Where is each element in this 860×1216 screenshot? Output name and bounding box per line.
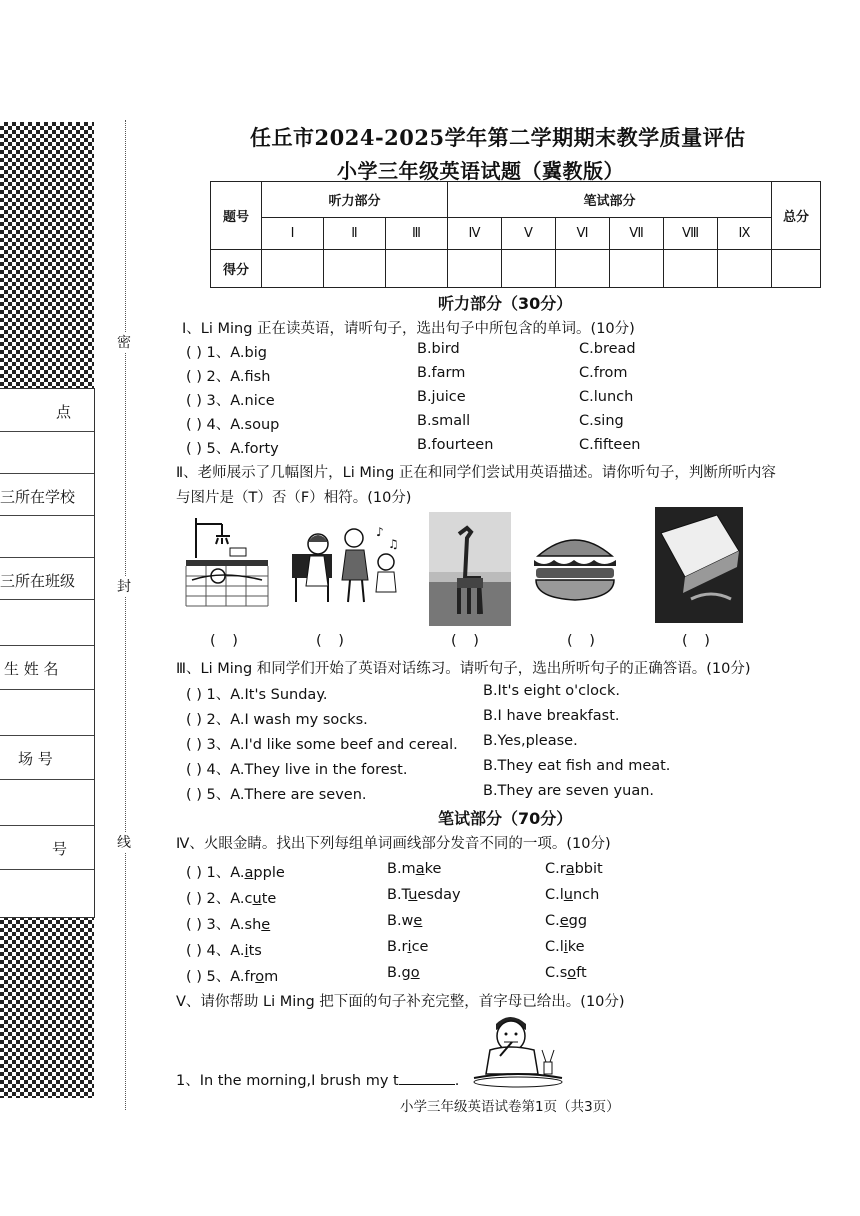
underlined-letters: a bbox=[415, 861, 425, 877]
part4-q1-b bbox=[387, 861, 441, 877]
part4-q3-b bbox=[387, 913, 422, 929]
part4-q5-b bbox=[387, 965, 420, 981]
score-cell[interactable] bbox=[386, 250, 448, 288]
info-row-number[interactable] bbox=[0, 825, 94, 868]
underlined-letters: e bbox=[559, 913, 569, 929]
part4-instruction: Ⅳ、火眼金睛。找出下列每组单词画线部分发音不同的一项。(10分) bbox=[176, 836, 611, 852]
word-part: pple bbox=[253, 865, 285, 881]
part2-answer-3[interactable]: ( ) bbox=[451, 633, 485, 649]
col-9: Ⅸ bbox=[718, 218, 772, 250]
part2-instruction-line2: 与图片是（T）否（F）相符。(10分) bbox=[176, 490, 412, 506]
part4-q3-a[interactable] bbox=[186, 913, 270, 934]
giraffe-picture bbox=[429, 512, 511, 626]
score-cell[interactable] bbox=[610, 250, 664, 288]
part2-answer-2[interactable]: ( ) bbox=[316, 633, 350, 649]
label-total: 总分 bbox=[772, 182, 821, 250]
answer-blank[interactable] bbox=[399, 1070, 455, 1085]
info-row-kaodian[interactable] bbox=[0, 389, 94, 431]
info-row-blank[interactable] bbox=[0, 869, 94, 912]
part3-instruction: Ⅲ、Li Ming 和同学们开始了英语对话练习。请听句子，选出所听句子的正确答语。(10分) bbox=[176, 661, 751, 677]
group-listening: 听力部分 bbox=[262, 182, 448, 218]
part3-q2-b: B.I have breakfast. bbox=[483, 708, 620, 724]
word-part: ts bbox=[248, 943, 262, 959]
part2-instruction-line1: Ⅱ、老师展示了几幅图片，Li Ming 正在和同学们尝试用英语描述。请你听句子，判断所听内容 bbox=[176, 465, 776, 481]
word-part: C.l bbox=[545, 939, 564, 955]
col-2: Ⅱ bbox=[324, 218, 386, 250]
part4-q4-a[interactable] bbox=[186, 939, 262, 960]
underlined-letters: i bbox=[407, 939, 412, 955]
col-1: Ⅰ bbox=[262, 218, 324, 250]
binding-pattern-bottom bbox=[0, 916, 94, 1098]
part1-q5-c: C.fifteen bbox=[579, 437, 641, 453]
word-part: C.s bbox=[545, 965, 568, 981]
info-label: 三所在学校 bbox=[0, 488, 76, 506]
part1-q3-c: C.lunch bbox=[579, 389, 634, 405]
word-part: B.g bbox=[387, 965, 411, 981]
svg-text:♪: ♪ bbox=[376, 525, 384, 539]
part1-q1-b: B.bird bbox=[417, 341, 460, 357]
score-cell[interactable] bbox=[324, 250, 386, 288]
part4-q2-a[interactable] bbox=[186, 887, 276, 908]
part3-q5-b: B.They are seven yuan. bbox=[483, 783, 655, 799]
info-row-blank[interactable] bbox=[0, 515, 94, 558]
sentence-text: 1、In the morning,I brush my t bbox=[176, 1073, 399, 1089]
col-5: Ⅴ bbox=[502, 218, 556, 250]
score-cell[interactable] bbox=[718, 250, 772, 288]
word-part: c bbox=[244, 891, 253, 907]
part3-q3-b: B.Yes,please. bbox=[483, 733, 578, 749]
part1-q1-c: C.bread bbox=[579, 341, 636, 357]
word-part: sh bbox=[244, 917, 262, 933]
part1-q4-c: C.sing bbox=[579, 413, 624, 429]
listening-header: 听力部分（30分） bbox=[438, 294, 573, 313]
info-row-blank[interactable] bbox=[0, 689, 94, 732]
exam-subtitle: 小学三年级英语试题（冀教版） bbox=[337, 159, 624, 183]
word-part: esday bbox=[417, 887, 461, 903]
underlined-letters: a bbox=[565, 861, 575, 877]
underlined-letters: a bbox=[244, 865, 254, 881]
part3-q3-a[interactable]: ( ) 3、A.I'd like some beef and cereal. bbox=[186, 737, 458, 753]
score-cell[interactable] bbox=[556, 250, 610, 288]
part4-q4-b bbox=[387, 939, 428, 955]
underlined-letters: u bbox=[408, 887, 418, 903]
word-part: B.w bbox=[387, 913, 414, 929]
word-part: ce bbox=[411, 939, 429, 955]
col-8: Ⅷ bbox=[664, 218, 718, 250]
info-row-name[interactable] bbox=[0, 645, 94, 688]
exam-title: 任丘市2024-2025学年第二学期期末教学质量评估 bbox=[250, 125, 746, 150]
info-label: 号 bbox=[52, 840, 68, 858]
label-defen: 得分 bbox=[211, 250, 262, 288]
seal-char-feng: 封 bbox=[117, 576, 131, 596]
word-part: B.T bbox=[387, 887, 409, 903]
part3-q4-b: B.They eat fish and meat. bbox=[483, 758, 671, 774]
info-row-school[interactable] bbox=[0, 473, 94, 516]
part4-q1-a[interactable] bbox=[186, 861, 285, 882]
part3-q2-a[interactable]: ( ) 2、A.I wash my socks. bbox=[186, 712, 368, 728]
part3-q1-a[interactable]: ( ) 1、A.It's Sunday. bbox=[186, 687, 328, 703]
part1-instruction: Ⅰ、Li Ming 正在读英语，请听句子，选出句子中所包含的单词。(10分) bbox=[182, 321, 635, 337]
underlined-letters: o bbox=[567, 965, 577, 981]
word-part: C. bbox=[545, 913, 560, 929]
underlined-letters: e bbox=[261, 917, 271, 933]
info-label: 生 姓 名 bbox=[4, 660, 59, 678]
score-cell[interactable] bbox=[262, 250, 324, 288]
score-cell[interactable] bbox=[448, 250, 502, 288]
part4-q4-c bbox=[545, 939, 585, 955]
info-row-class[interactable] bbox=[0, 557, 94, 600]
part3-q5-a[interactable]: ( ) 5、A.There are seven. bbox=[186, 787, 367, 803]
boy-brushing-teeth-picture bbox=[470, 1010, 566, 1088]
svg-text:♫: ♫ bbox=[388, 537, 399, 551]
part3-q1-b: B.It's eight o'clock. bbox=[483, 683, 621, 699]
sentence-period: . bbox=[454, 1073, 460, 1089]
word-part: m bbox=[264, 969, 279, 985]
part1-q3-a[interactable]: ( ) 3、A.nice bbox=[186, 393, 275, 409]
sandwich-picture bbox=[655, 507, 743, 623]
part4-q2-c bbox=[545, 887, 599, 903]
word-part: gg bbox=[568, 913, 588, 929]
underlined-letters: e bbox=[413, 913, 423, 929]
seal-line bbox=[125, 120, 126, 1110]
underlined-letters: i bbox=[563, 939, 568, 955]
part5-sentence-1[interactable] bbox=[176, 1069, 459, 1090]
word-part: C.l bbox=[545, 887, 564, 903]
underlined-letters: i bbox=[244, 943, 249, 959]
underlined-letters: o bbox=[255, 969, 265, 985]
info-row-room[interactable] bbox=[0, 735, 94, 778]
word-part: ke bbox=[567, 939, 585, 955]
word-part: ke bbox=[424, 861, 442, 877]
word-part: C.r bbox=[545, 861, 566, 877]
part2-answer-1[interactable]: ( ) bbox=[210, 633, 244, 649]
underlined-letters: o bbox=[410, 965, 420, 981]
word-part: te bbox=[261, 891, 277, 907]
info-label: 场 号 bbox=[18, 750, 53, 768]
info-row-blank[interactable] bbox=[0, 779, 94, 822]
writing-header: 笔试部分（70分） bbox=[438, 809, 573, 828]
q-num: ( ) 3、A. bbox=[186, 917, 245, 933]
info-row-blank[interactable] bbox=[0, 599, 94, 642]
score-cell[interactable] bbox=[502, 250, 556, 288]
label-tihao: 题号 bbox=[211, 182, 262, 250]
part4-q3-c bbox=[545, 913, 587, 929]
binding-pattern-top bbox=[0, 122, 94, 388]
info-label: 点 bbox=[56, 403, 72, 421]
col-3: Ⅲ bbox=[386, 218, 448, 250]
score-table bbox=[210, 181, 821, 288]
hamburger-picture bbox=[530, 528, 620, 606]
page-footer: 小学三年级英语试卷第1页（共3页） bbox=[400, 1099, 620, 1115]
part3-q4-a[interactable]: ( ) 4、A.They live in the forest. bbox=[186, 762, 408, 778]
word-part: ft bbox=[576, 965, 587, 981]
part4-q1-c bbox=[545, 861, 603, 877]
group-writing: 笔试部分 bbox=[448, 182, 772, 218]
part4-q5-a[interactable] bbox=[186, 965, 278, 986]
part1-q5-a[interactable]: ( ) 5、A.forty bbox=[186, 441, 279, 457]
part1-q1-a[interactable]: ( ) 1、A.big bbox=[186, 345, 267, 361]
q-num: ( ) 1、A. bbox=[186, 865, 245, 881]
part1-q2-a[interactable]: ( ) 2、A.fish bbox=[186, 369, 271, 385]
part1-q3-b: B.juice bbox=[417, 389, 466, 405]
q-num: ( ) 5、A. bbox=[186, 969, 245, 985]
underlined-letters: u bbox=[252, 891, 262, 907]
part1-q5-b: B.fourteen bbox=[417, 437, 494, 453]
col-4: Ⅳ bbox=[448, 218, 502, 250]
info-row-blank[interactable] bbox=[0, 431, 94, 474]
col-6: Ⅵ bbox=[556, 218, 610, 250]
underlined-letters: u bbox=[563, 887, 573, 903]
info-label: 三所在班级 bbox=[0, 572, 76, 590]
music-band-picture bbox=[288, 522, 408, 608]
q-num: ( ) 2、A. bbox=[186, 891, 245, 907]
score-cell[interactable] bbox=[664, 250, 718, 288]
word-part: nch bbox=[572, 887, 600, 903]
part2-answer-4[interactable]: ( ) bbox=[567, 633, 601, 649]
seal-char-mi: 密 bbox=[117, 332, 131, 352]
part4-q2-b bbox=[387, 887, 461, 903]
part1-q2-b: B.farm bbox=[417, 365, 466, 381]
part5-instruction: Ⅴ、请你帮助 Li Ming 把下面的句子补充完整，首字母已给出。(10分) bbox=[176, 994, 625, 1010]
part1-q4-a[interactable]: ( ) 4、A.soup bbox=[186, 417, 280, 433]
part2-answer-5[interactable]: ( ) bbox=[682, 633, 716, 649]
col-7: Ⅶ bbox=[610, 218, 664, 250]
word-part: bbit bbox=[574, 861, 603, 877]
word-part: B.m bbox=[387, 861, 416, 877]
word-part: fr bbox=[244, 969, 256, 985]
bath-picture bbox=[182, 518, 270, 610]
part1-q4-b: B.small bbox=[417, 413, 471, 429]
part4-q5-c bbox=[545, 965, 587, 981]
seal-char-xian: 线 bbox=[117, 832, 131, 852]
q-num: ( ) 4、A. bbox=[186, 943, 245, 959]
part1-q2-c: C.from bbox=[579, 365, 628, 381]
score-cell-total[interactable] bbox=[772, 250, 821, 288]
student-info-box bbox=[0, 388, 95, 918]
word-part: B.r bbox=[387, 939, 408, 955]
